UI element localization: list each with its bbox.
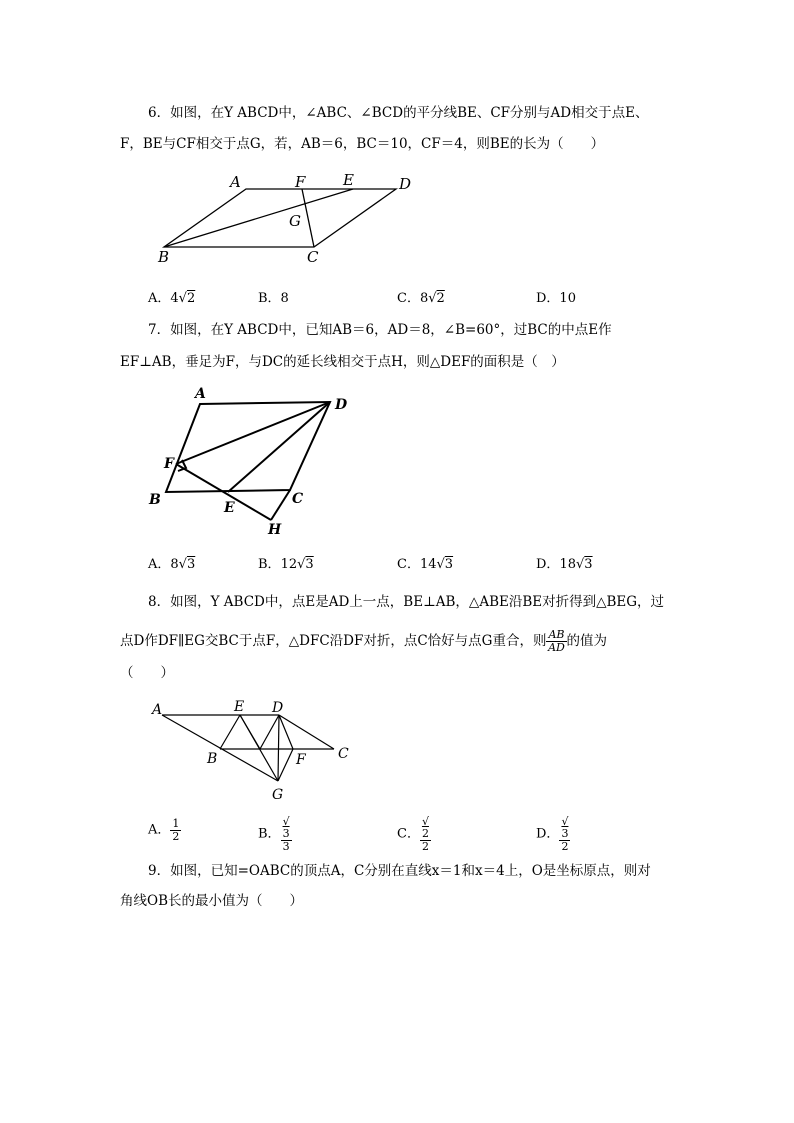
q7-label-c: C xyxy=(292,491,304,507)
radical-sign: √ xyxy=(178,557,187,572)
q6-label-g: G xyxy=(289,212,301,230)
q7-line2: EF⊥AB，垂足为F，与DC的延长线相交于点H，则△DEF的面积是（ ） xyxy=(120,354,565,370)
q7-label-e: E xyxy=(224,500,235,516)
q7-figure xyxy=(140,382,380,542)
q7-option-b: B．12√3 xyxy=(258,557,314,572)
radical-sign: √ xyxy=(297,557,306,572)
q8-option-d: D． √ 3 2 xyxy=(536,815,569,853)
q8-option-a: A． $\frac{1}{2}$ xyxy=(148,817,180,843)
q6-option-b: B．8 xyxy=(258,291,289,306)
q7-option-a: A．8√3 xyxy=(148,557,196,572)
q8-line1: 8．如图，Y ABCD中，点E是AD上一点，BE⊥AB，△ABE沿BE对折得到△BEG，过 xyxy=(148,594,665,610)
q7-label-a: A xyxy=(195,386,206,402)
q6-label-b: B xyxy=(158,248,170,266)
q6-line1: 6．如图，在Y ABCD中，∠ABC、∠BCD的平分线BE、CF分别与AD相交于点E、 xyxy=(148,105,649,121)
q9-line1: 9．如图，已知=OABC的顶点A，C分别在直线x＝1和x＝4上，O是坐标原点，则对 xyxy=(148,863,651,879)
q8-figure xyxy=(148,695,363,805)
q8-label-a: A xyxy=(152,702,163,718)
q6-line2: F，BE与CF相交于点G，若，AB＝6，BC＝10，CF＝4，则BE的长为（ ） xyxy=(120,136,605,152)
q6-label-c: C xyxy=(307,248,319,266)
q8-option-b: B． √ 3 3 xyxy=(258,815,290,853)
q8-label-b: B xyxy=(207,751,218,767)
radical-sign: √ xyxy=(178,291,187,306)
q8-label-d: D xyxy=(272,700,284,716)
radical-sign: √ xyxy=(436,557,445,572)
q7-label-f: F xyxy=(164,456,174,472)
q8-fraction: $\frac{AB}{AD}$ xyxy=(548,628,565,654)
q6-label-a: A xyxy=(230,173,241,191)
q8-label-g: G xyxy=(272,787,284,803)
q7-option-c: C．14√3 xyxy=(397,557,454,572)
q6-label-d: D xyxy=(399,175,412,193)
q6-option-d: D．10 xyxy=(536,291,576,306)
q7-line1: 7．如图，在Y ABCD中，已知AB＝6，AD＝8，∠B=60°，过BC的中点E作 xyxy=(148,322,612,338)
q6-label-f: F xyxy=(295,173,306,191)
radical-sign: √ xyxy=(428,291,437,306)
q6-figure xyxy=(150,165,430,275)
q6-option-a: A．4√2 xyxy=(148,291,196,306)
q6-label-e: E xyxy=(343,171,354,189)
q7-label-b: B xyxy=(149,492,161,508)
q7-label-h: H xyxy=(268,522,282,538)
q9-line2: 角线OB长的最小值为（ ） xyxy=(120,893,303,909)
q8-label-e: E xyxy=(234,699,245,715)
q7-option-d: D．18√3 xyxy=(536,557,593,572)
q8-line2: 点D作DF∥EG交BC于点F，△DFC沿DF对折，点C恰好与点G重合，则 $\frac{AB}{AD}$ 的值为 xyxy=(120,628,607,654)
q8-label-f: F xyxy=(296,752,306,768)
q8-label-c: C xyxy=(338,746,349,762)
q6-option-c: C．8√2 xyxy=(397,291,445,306)
q8-line3: （ ） xyxy=(120,665,174,681)
radical-sign: √ xyxy=(575,557,585,572)
q8-option-c: C． √ 2 2 xyxy=(397,815,429,853)
q7-label-d: D xyxy=(335,397,348,413)
